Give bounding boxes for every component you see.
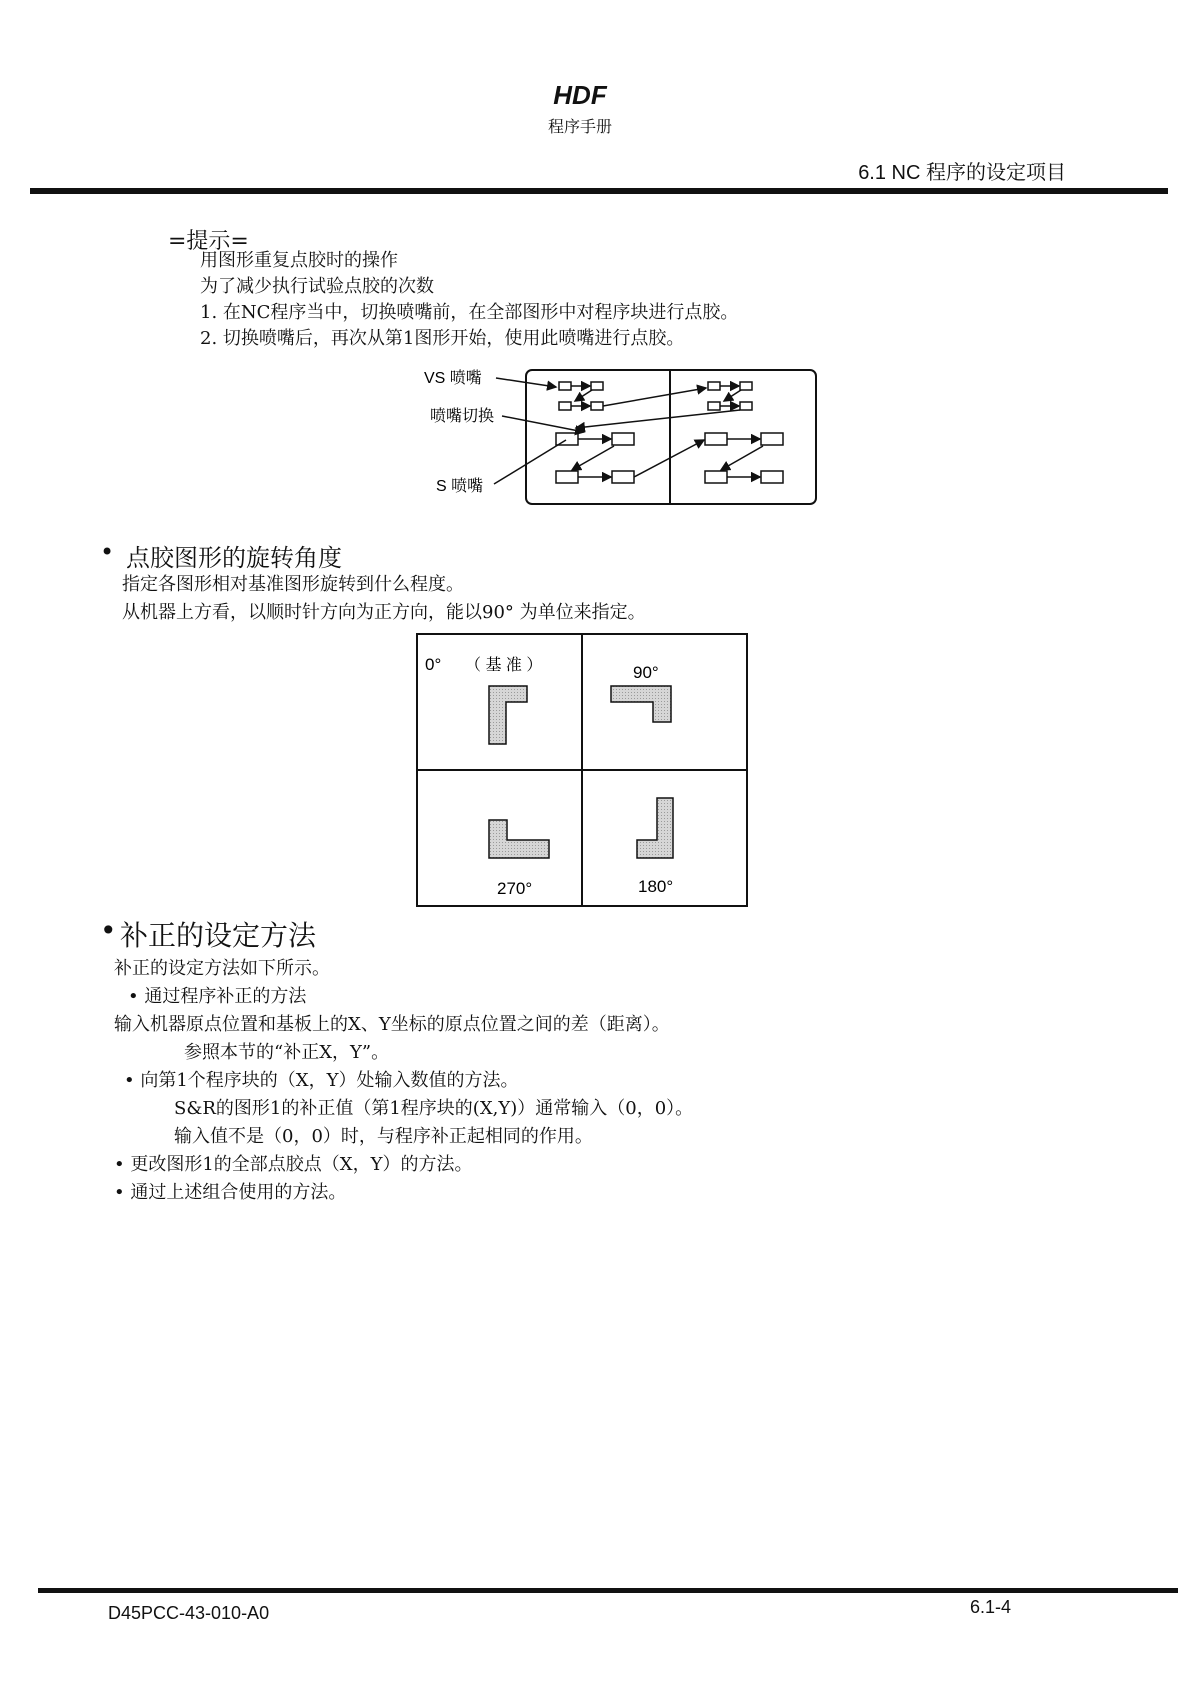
rotation-angle-diagram: [415, 632, 750, 910]
s-leader: [494, 440, 566, 484]
header-rule: [30, 188, 1168, 194]
nozzle-switch-diagram: [420, 360, 820, 510]
s-nozzle-label: S 喷嘴: [436, 478, 484, 495]
manual-subtitle: 程序手册: [547, 117, 612, 136]
offset-method-1-desc: 输入机器原点位置和基板上的X、Y坐标的原点位置之间的差（距离）。: [114, 1014, 670, 1035]
vs-nozzle-label: VS 喷嘴: [424, 370, 482, 387]
reference-label: （ 基 准 ）: [465, 657, 543, 674]
pattern-1-vs-blocks: [559, 382, 603, 410]
offset-bullet: •: [100, 914, 117, 947]
offset-method-2: • 向第1个程序块的（X，Y）处输入数值的方法。: [124, 1070, 519, 1091]
tip-line-2: 为了减少执行试验点胶的次数: [200, 276, 434, 297]
shape-90deg: [611, 686, 671, 722]
tip-line-1: 用图形重复点胶时的操作: [200, 250, 398, 271]
tip-step-2: 2. 切换喷嘴后，再次从第1图形开始，使用此喷嘴进行点胶。: [200, 328, 685, 349]
angle-180-label: 180°: [638, 877, 674, 896]
offset-title: 补正的设定方法: [120, 919, 317, 952]
offset-method-2-detail-1: S&R的图形1的补正值（第1程序块的(X,Y)）通常输入（0，0）。: [174, 1098, 694, 1119]
rotation-bullet: •: [100, 538, 115, 566]
pattern-2-s-blocks: [705, 433, 783, 483]
rotation-desc-1: 指定各图形相对基准图形旋转到什么程度。: [122, 574, 464, 595]
angle-0-label: 0°: [425, 655, 442, 674]
switch-return-path: [576, 410, 740, 428]
angle-90-label: 90°: [633, 663, 659, 682]
offset-method-1: • 通过程序补正的方法: [128, 986, 307, 1007]
footer-rule: [38, 1588, 1178, 1593]
offset-intro: 补正的设定方法如下所示。: [114, 958, 330, 979]
offset-method-2-detail-2: 输入值不是（0，0）时，与程序补正起相同的作用。: [174, 1126, 593, 1147]
shape-270deg: [489, 820, 549, 858]
page-number: 6.1-4: [970, 1597, 1012, 1617]
rotation-title: 点胶图形的旋转角度: [126, 544, 342, 572]
tip-step-1: 1. 在NC程序当中，切换喷嘴前，在全部图形中对程序块进行点胶。: [200, 302, 739, 323]
pattern-1-s-blocks: [556, 433, 634, 483]
rotation-desc-2: 从机器上方看，以顺时针方向为正方向，能以90° 为单位来指定。: [122, 602, 646, 623]
switch-leader: [502, 416, 584, 432]
vs-pattern-link: [603, 388, 706, 406]
tip-title: =提示=: [168, 229, 249, 254]
angle-270-label: 270°: [497, 879, 533, 898]
shape-0deg: [489, 686, 527, 744]
shape-180deg: [637, 798, 673, 858]
section-heading: 6.1 NC 程序的设定项目: [858, 162, 1066, 184]
offset-method-3: • 更改图形1的全部点胶点（X，Y）的方法。: [114, 1154, 473, 1175]
document-id: D45PCC-43-010-A0: [108, 1603, 270, 1623]
offset-method-1-ref: 参照本节的“补正X，Y”。: [184, 1042, 390, 1063]
brand-title: HDF: [553, 80, 607, 110]
offset-method-4: • 通过上述组合使用的方法。: [114, 1182, 347, 1203]
nozzle-switch-label: 喷嘴切换: [430, 408, 495, 425]
pattern-2-vs-blocks: [708, 382, 752, 410]
